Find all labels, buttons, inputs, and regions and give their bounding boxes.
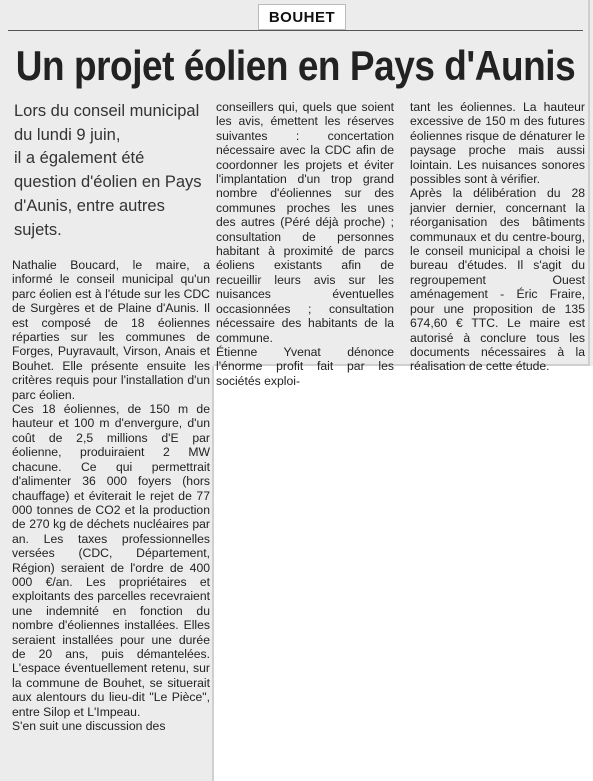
lead-line: sujets. bbox=[14, 220, 62, 239]
lead-line: question d'éolien en Pays bbox=[14, 173, 202, 192]
lead-line: Lors du conseil municipal bbox=[14, 102, 200, 120]
section-kicker: BOUHET bbox=[258, 4, 346, 30]
clipping-edge bbox=[212, 366, 214, 781]
lead-line: il a également été bbox=[14, 149, 145, 168]
article-column-3 bbox=[410, 100, 585, 374]
divider bbox=[8, 30, 583, 31]
article-column-1 bbox=[12, 258, 210, 733]
paragraph: Ces 18 éoliennes, de 150 m de hauteur et 100 m d'envergure, d'un coût de 2,5 millions d'E par éolienne, produiraient 2 MW chacune. Ce qui permettrait d'alimenter 36 000 foyers (hors chauffage) et éviterait le rejet de 77 000 tonnes de CO2 et la production de 270 kg de déchets nucléaires par an. Les taxes professionnelles versées (CDC, Département, Région) seraient de l'ordre de 400 000 €/an. Les propriétaires et exploitants des parcelles recevraient une indemnité en fonction du nombre d'éoliennes installées. Elles seraient installées pour une durée de 20 ans, puis démantelées. L'espace éventuellement retenu, sur la commune de Bouhet, se situerait aux alentours du lieu-dit "Le Pièce", entre Silop et L'Impeau. bbox=[12, 402, 210, 719]
article-column-2 bbox=[216, 100, 394, 388]
article-headline: Un projet éolien en Pays d'Aunis bbox=[15, 42, 576, 89]
paragraph: S'en suit une discussion des bbox=[12, 719, 166, 733]
lead-line: du lundi 9 juin, bbox=[14, 125, 121, 144]
article-lead bbox=[14, 100, 210, 242]
paragraph: conseillers qui, quels que soient les avis, émettent les réserves suivantes : concertation nécessaire avec la CDC afin de coordonner les projets et éviter l'implantation d'un trop grand nombre d'éoliennes sur des communes proches les unes des autres (Péré déjà proche) ; consultation de personnes habitant à proximité de parcs éoliens existants afin de recueillir leurs avis sur les nuisances éventuelles occasionnées ; consultation nécessaire des habitants de la commune. bbox=[216, 100, 394, 345]
paragraph: Étienne Yvenat dénonce l'énorme profit fait par les sociétés exploi- bbox=[216, 344, 394, 388]
paragraph: Après la délibération du 28 janvier dernier, concernant la réorganisation des bâtiments communaux et du centre-bourg, le conseil municipal a choisi le bureau d'études. Il s'agit du regroupement Ouest aménagement - Éric Fraire, pour une proposition de 135 674,60 € TTC. Le maire est autorisé à conclure tous les documents nécessaires à la réalisation de cette étude. bbox=[410, 186, 585, 374]
clipping-edge bbox=[588, 0, 590, 366]
paragraph: Nathalie Boucard, le maire, a informé le conseil municipal qu'un parc éolien est à l'étude sur les CDC de Surgères et de Plaine d'Aunis. Il est composé de 18 éoliennes réparties sur les communes de Forges, Puyravault, Virson, Anais et Bouhet. Elle présente ensuite les critères requis pour l'installation d'un parc éolien. bbox=[12, 258, 210, 402]
paragraph: tant les éoliennes. La hauteur excessive de 150 m des futures éoliennes risque de dénaturer le paysage proche mais aussi lointain. Les nuisances sonores possibles sont à vérifier. bbox=[410, 100, 585, 187]
lead-line: d'Aunis, entre autres bbox=[14, 196, 165, 215]
